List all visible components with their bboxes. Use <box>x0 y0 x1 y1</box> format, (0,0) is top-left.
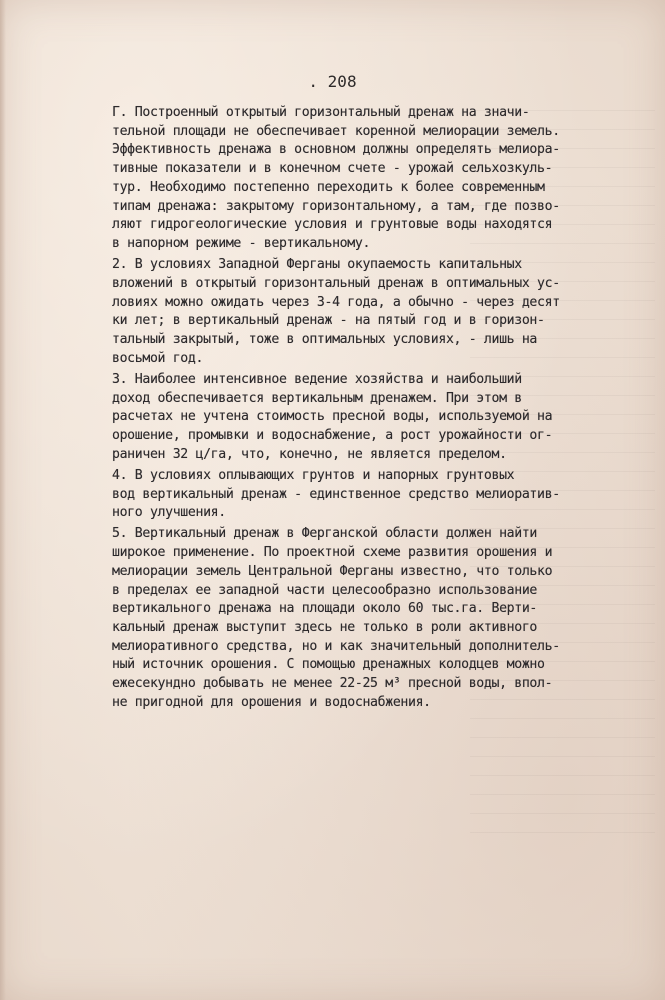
text-line: восьмой год. <box>112 350 204 366</box>
text-line: не пригодной для орошения и водоснабжения. <box>112 694 431 710</box>
text-line: расчетах не учтена стоимость пресной воды, используемой на <box>112 409 553 425</box>
text-line: ки лет; в вертикальный дренаж - на пятый год и в горизон- <box>112 313 545 329</box>
text-line: доход обеспечивается вертикальным дренажем. При этом в <box>112 390 522 406</box>
text-line: раничен 32 ц/га, что, конечно, не является пределом. <box>112 446 507 462</box>
text-line: ного улучшения. <box>112 505 226 521</box>
text-line: ный источник орошения. С помощью дренажных колодцев можно <box>112 657 545 673</box>
page-edge-shadow <box>0 0 6 1000</box>
text-line: Г. Построенный открытый горизонтальный дренаж на значи- <box>112 105 530 120</box>
text-line: широкое применение. По проектной схеме развития орошения и <box>112 545 553 561</box>
document-body <box>112 104 632 715</box>
page-number: . 208 <box>308 72 357 91</box>
text-line: вертикального дренажа на площади около 60 тыс.га. Верти- <box>112 601 538 617</box>
text-line: вложений в открытый горизонтальный дренаж в оптимальных ус- <box>112 275 560 291</box>
paragraph-4 <box>112 467 632 523</box>
paragraph-5 <box>112 525 632 712</box>
paragraph-3 <box>112 371 632 465</box>
text-line: в напорном режиме - вертикальному. <box>112 235 371 251</box>
text-line: типам дренажа: закрытому горизонтальному, а там, где позво- <box>112 198 560 214</box>
text-line: 2. В условиях Западной Ферганы окупаемость капитальных <box>112 257 522 273</box>
text-line: мелиоративного средства, но и как значительный дополнитель- <box>112 638 560 654</box>
text-line: тальный закрытый, тоже в оптимальных условиях, - лишь на <box>112 331 538 347</box>
text-line: 5. Вертикальный дренаж в Ферганской области должен найти <box>112 526 538 542</box>
text-line: 4. В условиях оплывающих грунтов и напорных грунтовых <box>112 467 515 483</box>
paragraph-2 <box>112 256 632 368</box>
text-line: ежесекундно добывать не менее 22-25 м³ пресной воды, впол- <box>112 676 553 692</box>
text-line: ловиях можно ожидать через 3-4 года, а обычно - через десят <box>112 294 560 310</box>
text-line: вод вертикальный дренаж - единственное средство мелиоратив- <box>112 486 560 502</box>
text-line: тур. Необходимо постепенно переходить к более современным <box>112 179 545 195</box>
text-line: орошение, промывки и водоснабжение, а рост урожайности ог- <box>112 427 553 443</box>
text-line: Эффективность дренажа в основном должны определять мелиора- <box>112 142 560 158</box>
text-line: мелиорации земель Центральной Ферганы известно, что только <box>112 563 553 579</box>
text-line: в пределах ее западной части целесообразно использование <box>112 582 538 598</box>
paragraph-1 <box>112 104 632 254</box>
text-line: кальный дренаж выступит здесь не только в роли активного <box>112 619 538 635</box>
text-line: тивные показатели и в конечном счете - урожай сельхозкуль- <box>112 161 553 177</box>
text-line: 3. Наиболее интенсивное ведение хозяйства и наибольший <box>112 371 522 387</box>
text-line: ляют гидрогеологические условия и грунтовые воды находятся <box>112 217 553 233</box>
text-line: тельной площади не обеспечивает коренной мелиорации земель. <box>112 123 560 139</box>
